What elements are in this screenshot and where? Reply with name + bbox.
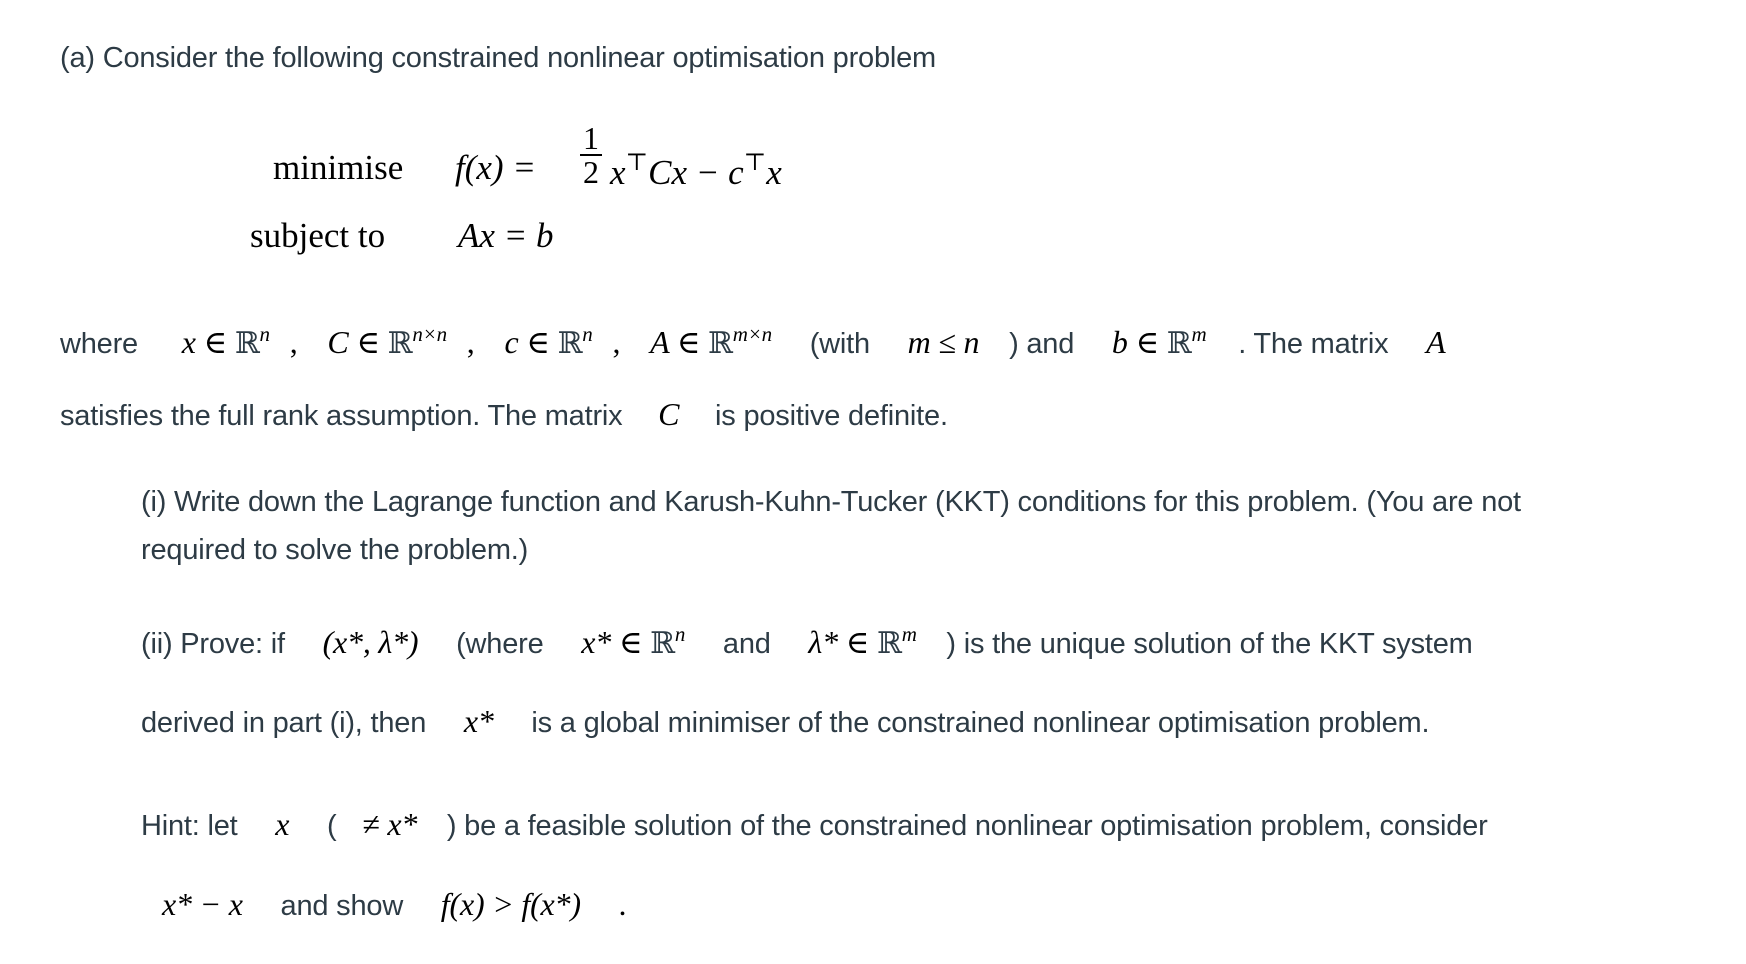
- the-matrix-text: . The matrix: [1238, 328, 1389, 360]
- transpose-symbol: ⊤: [743, 150, 767, 176]
- exp-n: n: [259, 322, 270, 346]
- exp-nxn: n×n: [412, 322, 447, 346]
- objective-inequality: f(x) > f(x*): [440, 886, 581, 922]
- part-ii-line2: [141, 703, 1429, 740]
- reals-symbol: ℝ: [650, 626, 675, 661]
- derived-text: derived in part (i), then: [141, 707, 427, 739]
- var-x: x: [766, 153, 782, 192]
- part-i-line2: required to solve the problem.): [141, 534, 529, 566]
- and-show-text: and show: [280, 890, 404, 922]
- neq-xstar: ≠ x*: [362, 806, 418, 842]
- part-i-line1: (i) Write down the Lagrange function and Karush-Kuhn-Tucker (KKT) conditions for this problem. (You are not: [141, 486, 1521, 518]
- global-minimiser-text: is a global minimiser of the constrained nonlinear optimisation problem.: [531, 707, 1430, 739]
- comma: ,: [466, 324, 475, 360]
- hint-line1: [141, 806, 1488, 843]
- transpose-symbol: ⊤: [625, 150, 649, 176]
- xstar-in: x* ∈: [581, 624, 651, 660]
- xstar-minus-x: x* − x: [162, 886, 243, 922]
- lambda-in: λ* ∈: [808, 624, 877, 660]
- C-in: C ∈: [327, 324, 388, 360]
- with-text: (with: [809, 328, 870, 360]
- term-cx-minus-c: Cx − c: [648, 153, 744, 192]
- positive-definite-text: is positive definite.: [715, 400, 948, 432]
- hint-let-text: Hint: let: [141, 810, 238, 842]
- var-x: x: [275, 806, 290, 842]
- reals-symbol: ℝ: [557, 326, 583, 361]
- fraction-numerator: 1: [583, 120, 599, 156]
- matrix-C: C: [658, 396, 680, 432]
- reals-symbol: ℝ: [708, 326, 733, 361]
- matrix-A: A: [1426, 324, 1446, 360]
- assumption-text: satisfies the full rank assumption. The matrix: [60, 400, 623, 432]
- exp-m: m: [1191, 322, 1207, 346]
- objective-fraction: [577, 122, 605, 188]
- hint-line2: [162, 886, 626, 923]
- prove-if-text: (ii) Prove: if: [141, 628, 285, 660]
- feasible-solution-text: ) be a feasible solution of the constrained nonlinear optimisation problem, consider: [446, 810, 1488, 842]
- var-x: x: [610, 153, 626, 192]
- c-in: c ∈: [504, 324, 558, 360]
- where-text: where: [60, 328, 138, 360]
- constraint-label: subject to: [250, 216, 386, 255]
- objective-label: minimise: [273, 148, 404, 187]
- x-in: x ∈: [181, 324, 235, 360]
- assumption-line: [60, 396, 948, 433]
- open-paren: (: [326, 810, 337, 842]
- where-text: (where: [456, 628, 544, 660]
- comma: ,: [289, 324, 298, 360]
- constraint-equation: Ax = b: [458, 216, 554, 255]
- b-in: b ∈: [1111, 324, 1167, 360]
- m-le-n: m ≤ n: [907, 324, 980, 360]
- fraction-denominator: 2: [580, 154, 602, 188]
- where-line: [60, 322, 1445, 361]
- exp-mxn: m×n: [732, 322, 772, 346]
- objective-rhs: [610, 148, 782, 193]
- and-text: and: [722, 628, 771, 660]
- reals-symbol: ℝ: [876, 626, 902, 661]
- question-intro: (a) Consider the following constrained nonlinear optimisation problem: [60, 42, 937, 74]
- objective-lhs: f(x) =: [455, 148, 536, 187]
- exp-n: n: [582, 322, 593, 346]
- reals-symbol: ℝ: [1166, 326, 1192, 361]
- kkt-pair: (x*, λ*): [322, 624, 419, 660]
- exp-n: n: [674, 622, 686, 646]
- reals-symbol: ℝ: [234, 326, 260, 361]
- and-text: ) and: [1009, 328, 1075, 360]
- exp-m: m: [901, 622, 917, 646]
- reals-symbol: ℝ: [387, 326, 413, 361]
- unique-solution-text: ) is the unique solution of the KKT system: [946, 628, 1473, 660]
- comma: ,: [612, 324, 621, 360]
- period: .: [618, 886, 627, 922]
- xstar: x*: [463, 703, 494, 739]
- part-ii-line1: [141, 622, 1473, 661]
- A-in: A ∈: [650, 324, 708, 360]
